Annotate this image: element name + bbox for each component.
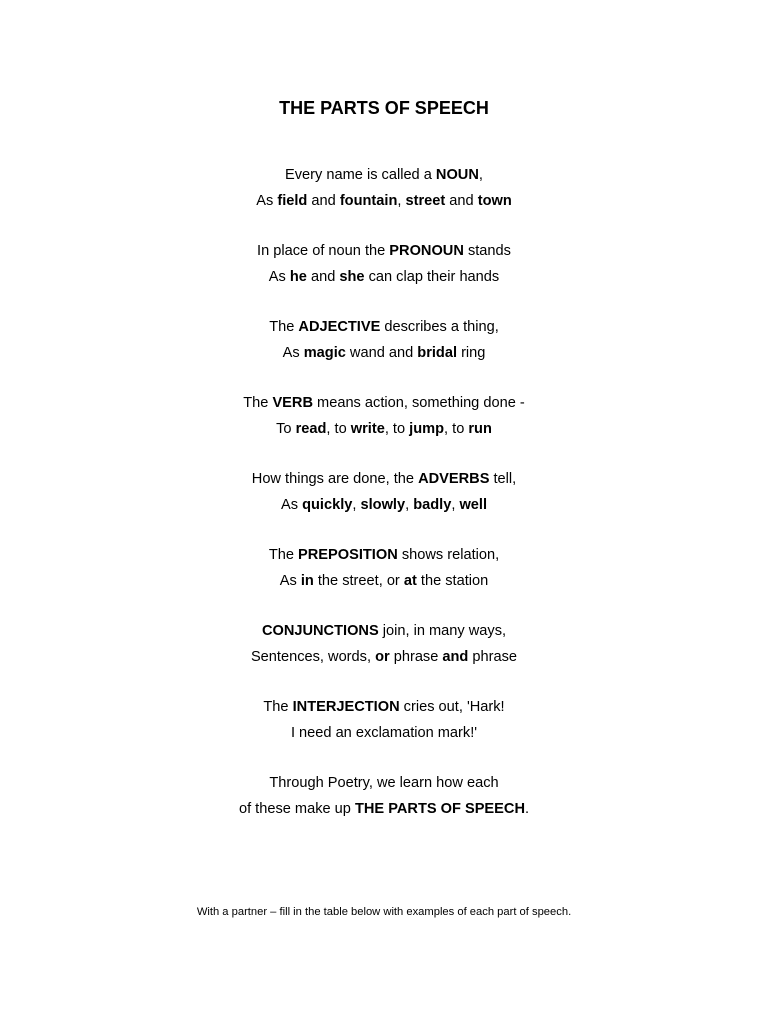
bold-term: jump [409, 420, 445, 437]
poem-text: phrase [389, 648, 443, 665]
poem-text: The [243, 395, 273, 411]
poem-text: Through Poetry, we learn how each [269, 775, 499, 791]
poem-line [0, 467, 768, 493]
bold-term: well [459, 496, 488, 513]
poem-text: , [451, 496, 460, 513]
bold-term: badly [413, 496, 452, 513]
poem-stanza [0, 163, 768, 214]
poem-line [0, 695, 768, 721]
poem-text: can clap their hands [364, 268, 500, 285]
poem-text: stands [463, 243, 511, 259]
bold-term: street [405, 192, 446, 209]
poem [0, 163, 768, 847]
bold-term: write [350, 420, 385, 437]
poem-line [0, 645, 768, 671]
poem-line [0, 417, 768, 443]
poem-text: , to [384, 420, 410, 437]
poem-stanza [0, 543, 768, 594]
poem-text: As [256, 192, 278, 209]
poem-text: shows relation, [397, 547, 500, 563]
poem-line [0, 391, 768, 417]
bold-term: ADVERBS [418, 471, 490, 487]
poem-line [0, 239, 768, 265]
poem-text: I need an exclamation mark!' [290, 724, 478, 741]
bold-term: town [477, 192, 512, 209]
poem-text: As [279, 572, 301, 589]
bold-term: slowly [360, 496, 406, 513]
poem-text: As [268, 268, 290, 285]
poem-line [0, 543, 768, 569]
poem-line [0, 797, 768, 823]
poem-line [0, 721, 768, 747]
bold-term: and [442, 648, 469, 665]
bold-term: magic [303, 344, 346, 361]
poem-text: , to [444, 420, 469, 437]
poem-text: , [397, 192, 406, 209]
poem-line [0, 265, 768, 291]
poem-stanza [0, 619, 768, 670]
poem-text: cries out, 'Hark! [399, 699, 505, 715]
poem-stanza [0, 695, 768, 746]
poem-text: join, in many ways, [378, 623, 507, 639]
bold-term: in [300, 572, 314, 589]
poem-text: . [524, 800, 530, 817]
page-title: THE PARTS OF SPEECH [279, 98, 489, 118]
poem-stanza [0, 239, 768, 290]
poem-line [0, 619, 768, 645]
bold-term: INTERJECTION [292, 699, 400, 715]
poem-text: the station [416, 572, 489, 589]
poem-text: As [282, 344, 304, 361]
poem-text: ring [457, 344, 486, 361]
bold-term: or [375, 648, 390, 665]
poem-stanza [0, 315, 768, 366]
poem-text: tell, [489, 471, 517, 487]
bold-term: read [295, 420, 327, 437]
poem-text: and [307, 192, 340, 209]
poem-text: In place of noun the [257, 243, 390, 259]
bold-term: field [277, 192, 308, 209]
poem-line [0, 189, 768, 215]
poem-stanza [0, 391, 768, 442]
bold-term: bridal [417, 344, 458, 361]
poem-text: As [280, 496, 303, 513]
poem-line [0, 569, 768, 595]
poem-stanza [0, 467, 768, 518]
poem-line [0, 771, 768, 797]
bold-term: at [403, 572, 417, 589]
poem-text: To [276, 420, 296, 437]
bold-term: quickly [302, 496, 353, 513]
poem-stanza [0, 771, 768, 822]
poem-text: The [263, 699, 293, 715]
poem-line [0, 315, 768, 341]
poem-text: , [352, 496, 361, 513]
bold-term: THE PARTS OF SPEECH [354, 800, 525, 817]
poem-text: , [405, 496, 414, 513]
instruction-text: With a partner – fill in the table below with examples of each part of speech. [196, 906, 572, 918]
bold-term: he [289, 268, 307, 285]
bold-term: VERB [272, 395, 313, 411]
bold-term: PREPOSITION [298, 547, 398, 563]
poem-text: phrase [468, 648, 518, 665]
poem-text: How things are done, the [251, 471, 419, 487]
poem-text: wand and [345, 344, 418, 361]
poem-text: and [306, 268, 340, 285]
poem-text: the street, or [313, 572, 404, 589]
poem-text: The [269, 319, 299, 335]
poem-text: The [268, 547, 299, 563]
poem-text: Every name is called a [285, 167, 436, 183]
bold-term: CONJUNCTIONS [261, 623, 379, 639]
bold-term: PRONOUN [389, 243, 464, 259]
poem-text: of these make up [238, 800, 355, 817]
poem-text: Sentences, words, [250, 648, 376, 665]
poem-line [0, 341, 768, 367]
poem-line [0, 493, 768, 519]
poem-text: means action, something done - [313, 395, 525, 411]
poem-line [0, 163, 768, 189]
poem-text: , [478, 167, 483, 183]
poem-text: and [445, 192, 478, 209]
bold-term: ADJECTIVE [298, 319, 381, 335]
bold-term: she [339, 268, 365, 285]
bold-term: NOUN [435, 167, 479, 183]
bold-term: fountain [339, 192, 398, 209]
poem-text: , to [326, 420, 351, 437]
poem-text: describes a thing, [380, 319, 499, 335]
bold-term: run [468, 420, 492, 437]
